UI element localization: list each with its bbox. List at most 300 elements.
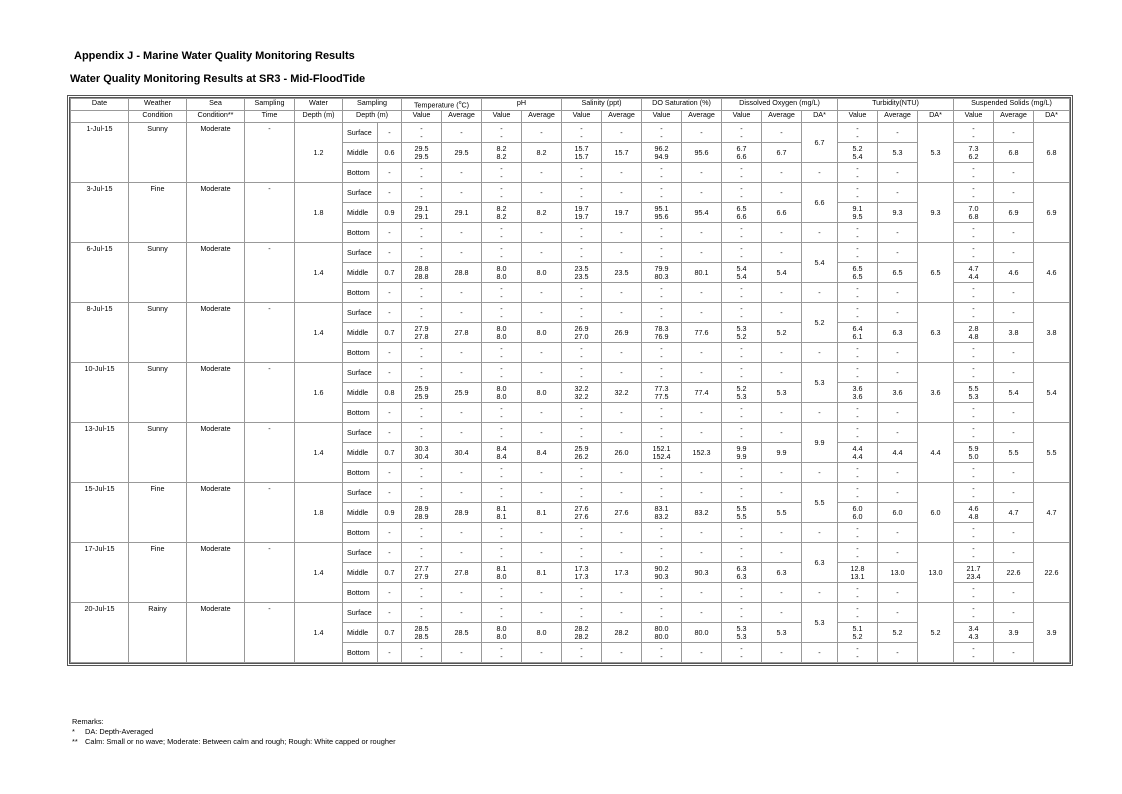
turbidity-depth-averaged: 5.2 — [918, 603, 954, 663]
cell-value: - — [740, 311, 743, 321]
cell-value: - — [740, 591, 743, 601]
level-surface: Surface — [343, 363, 378, 383]
turbidity-average: - — [878, 523, 918, 543]
turbidity-depth-averaged: 9.3 — [918, 183, 954, 243]
cell-value: - — [972, 403, 975, 413]
cell-value: - — [420, 411, 423, 421]
ph-average: 8.1 — [522, 503, 562, 523]
do-depth-averaged: - — [802, 283, 838, 303]
sea-condition-cell: Moderate — [187, 603, 245, 663]
cell-value: 29.5 — [414, 143, 429, 153]
salinity-value — [562, 303, 602, 323]
ph-average: - — [522, 603, 562, 623]
ph-value — [482, 543, 522, 563]
temperature-average: - — [442, 603, 482, 623]
do-value — [722, 623, 762, 643]
appendix-title: Appendix J - Marine Water Quality Monitoring Results — [74, 50, 355, 62]
cell-value: - — [856, 351, 859, 361]
do-value — [722, 323, 762, 343]
cell-value: 23.4 — [966, 571, 981, 581]
remark-text: DA: Depth-Averaged — [85, 727, 154, 736]
ss-average: - — [994, 343, 1034, 363]
salinity-value — [562, 183, 602, 203]
turbidity-average: - — [878, 543, 918, 563]
turbidity-average: - — [878, 363, 918, 383]
do-depth-averaged: 9.9 — [802, 423, 838, 463]
do-saturation-average: - — [682, 603, 722, 623]
do-value — [722, 603, 762, 623]
do-average: - — [762, 543, 802, 563]
header-sea-condition: Condition** — [187, 111, 245, 123]
ss-value — [954, 503, 994, 523]
header-turbidity: Turbidity(NTU) — [838, 99, 954, 111]
temperature-average: 29.1 — [442, 203, 482, 223]
cell-value: - — [856, 651, 859, 661]
results-table — [70, 98, 1070, 663]
cell-value: - — [740, 363, 743, 373]
sampling-depth-cell: - — [378, 543, 402, 563]
cell-value: - — [580, 163, 583, 173]
cell-value: - — [972, 351, 975, 361]
temperature-average: - — [442, 343, 482, 363]
turbidity-value — [838, 303, 878, 323]
cell-value: 96.2 — [654, 143, 669, 153]
turbidity-average: 6.5 — [878, 263, 918, 283]
turbidity-value — [838, 483, 878, 503]
temperature-value — [402, 163, 442, 183]
turbidity-depth-averaged: 6.3 — [918, 303, 954, 363]
ss-average: - — [994, 523, 1034, 543]
cell-value: - — [856, 251, 859, 261]
turbidity-value — [838, 543, 878, 563]
do-value — [722, 383, 762, 403]
ph-value — [482, 443, 522, 463]
sampling-depth-cell: - — [378, 483, 402, 503]
cell-value: - — [740, 163, 743, 173]
header-value: Value — [642, 111, 682, 123]
ss-average: - — [994, 283, 1034, 303]
cell-value: - — [660, 251, 663, 261]
ss-average: - — [994, 543, 1034, 563]
level-middle: Middle — [343, 503, 378, 523]
cell-value: - — [580, 343, 583, 353]
table-title: Water Quality Monitoring Results at SR3 - Mid-FloodTide — [70, 73, 366, 85]
do-saturation-value — [642, 443, 682, 463]
do-value — [722, 143, 762, 163]
header-sampling-depth: Sampling — [343, 99, 402, 111]
cell-value: - — [500, 543, 503, 553]
do-saturation-value — [642, 623, 682, 643]
temperature-average: - — [442, 403, 482, 423]
cell-value: - — [740, 423, 743, 433]
ss-average: - — [994, 163, 1034, 183]
cell-value: - — [500, 191, 503, 201]
temperature-average: - — [442, 283, 482, 303]
sampling-depth-cell: 0.7 — [378, 623, 402, 643]
cell-value: - — [580, 603, 583, 613]
header-average: Average — [442, 111, 482, 123]
cell-value: - — [972, 431, 975, 441]
temperature-average: - — [442, 223, 482, 243]
cell-value: 7.0 — [968, 203, 979, 213]
do-saturation-value — [642, 483, 682, 503]
salinity-average: - — [602, 583, 642, 603]
salinity-average: 27.6 — [602, 503, 642, 523]
cell-value: - — [420, 651, 423, 661]
temperature-average: - — [442, 583, 482, 603]
do-average: - — [762, 243, 802, 263]
cell-value: - — [420, 343, 423, 353]
cell-value: - — [420, 643, 423, 653]
cell-value: 79.9 — [654, 263, 669, 273]
cell-value: - — [972, 231, 975, 241]
cell-value: - — [856, 551, 859, 561]
cell-value: 27.7 — [414, 563, 429, 573]
salinity-average: - — [602, 423, 642, 443]
cell-value: - — [740, 531, 743, 541]
weather-cell: Sunny — [129, 123, 187, 183]
ss-average: 22.6 — [994, 563, 1034, 583]
cell-value: 28.2 — [574, 631, 589, 641]
cell-value: - — [660, 351, 663, 361]
cell-value: - — [580, 131, 583, 141]
sampling-depth-cell: - — [378, 603, 402, 623]
cell-value: - — [420, 303, 423, 313]
turbidity-value — [838, 223, 878, 243]
cell-value: - — [660, 371, 663, 381]
cell-value: - — [972, 551, 975, 561]
weather-cell: Sunny — [129, 303, 187, 363]
salinity-average: - — [602, 303, 642, 323]
turbidity-average: - — [878, 423, 918, 443]
ss-value — [954, 383, 994, 403]
cell-value: - — [580, 523, 583, 533]
do-value — [722, 243, 762, 263]
do-saturation-value — [642, 363, 682, 383]
cell-value: 28.8 — [414, 263, 429, 273]
cell-value: - — [420, 591, 423, 601]
cell-value: - — [660, 163, 663, 173]
ss-depth-averaged: 22.6 — [1034, 543, 1070, 603]
cell-value: 5.2 — [852, 631, 863, 641]
do-value — [722, 643, 762, 663]
ph-value — [482, 363, 522, 383]
header-value: Value — [954, 111, 994, 123]
cell-value: 32.2 — [574, 383, 589, 393]
cell-value: - — [580, 403, 583, 413]
header-value: Value — [722, 111, 762, 123]
cell-value: 6.8 — [968, 211, 979, 221]
water-depth-cell: 1.4 — [295, 603, 343, 663]
salinity-value — [562, 323, 602, 343]
cell-value: - — [972, 471, 975, 481]
ss-average: - — [994, 643, 1034, 663]
cell-value: - — [740, 223, 743, 233]
turbidity-average: - — [878, 463, 918, 483]
cell-value: - — [856, 543, 859, 553]
do-saturation-average: - — [682, 163, 722, 183]
cell-value: - — [740, 611, 743, 621]
cell-value: - — [740, 471, 743, 481]
cell-value: 4.7 — [968, 263, 979, 273]
ph-value — [482, 123, 522, 143]
date-cell: 13-Jul-15 — [71, 423, 129, 483]
turbidity-value — [838, 143, 878, 163]
cell-value: 6.0 — [852, 503, 863, 513]
cell-value: 8.4 — [496, 443, 507, 453]
cell-value: 77.5 — [654, 391, 669, 401]
remark-symbol: ** — [72, 737, 78, 746]
cell-value: - — [580, 191, 583, 201]
ph-value — [482, 143, 522, 163]
cell-value: - — [972, 411, 975, 421]
cell-value: - — [740, 131, 743, 141]
ph-average: - — [522, 343, 562, 363]
cell-value: - — [972, 371, 975, 381]
ss-value — [954, 583, 994, 603]
sampling-time-cell: - — [245, 543, 295, 603]
ss-depth-averaged: 4.7 — [1034, 483, 1070, 543]
salinity-average: 15.7 — [602, 143, 642, 163]
ss-value — [954, 203, 994, 223]
cell-value: - — [580, 411, 583, 421]
salinity-average: - — [602, 283, 642, 303]
cell-value: - — [500, 303, 503, 313]
cell-value: - — [500, 283, 503, 293]
temperature-value — [402, 403, 442, 423]
cell-value: 28.8 — [414, 271, 429, 281]
cell-value: - — [420, 371, 423, 381]
cell-value: 2.8 — [968, 323, 979, 333]
ph-average: 8.2 — [522, 143, 562, 163]
salinity-value — [562, 523, 602, 543]
remark-item — [72, 737, 396, 747]
cell-value: - — [660, 423, 663, 433]
header-sampling-depth-m: Depth (m) — [343, 111, 402, 123]
level-surface: Surface — [343, 123, 378, 143]
cell-value: - — [580, 223, 583, 233]
ph-value — [482, 603, 522, 623]
ph-value — [482, 163, 522, 183]
cell-value: 5.5 — [736, 503, 747, 513]
cell-value: - — [856, 343, 859, 353]
header-sea: Sea — [187, 99, 245, 111]
cell-value: - — [660, 463, 663, 473]
cell-value: - — [972, 131, 975, 141]
cell-value: - — [856, 643, 859, 653]
cell-value: - — [420, 311, 423, 321]
header-dissolved-oxygen: Dissolved Oxygen (mg/L) — [722, 99, 838, 111]
do-saturation-value — [642, 283, 682, 303]
ph-average: 8.0 — [522, 263, 562, 283]
cell-value: 17.3 — [574, 563, 589, 573]
salinity-average: 23.5 — [602, 263, 642, 283]
cell-value: 28.9 — [414, 511, 429, 521]
ss-value — [954, 523, 994, 543]
cell-value: - — [500, 483, 503, 493]
ss-depth-averaged: 5.4 — [1034, 363, 1070, 423]
cell-value: 8.1 — [496, 511, 507, 521]
cell-value: 4.8 — [968, 331, 979, 341]
cell-value: 6.6 — [736, 151, 747, 161]
ss-value — [954, 643, 994, 663]
do-depth-averaged: 5.3 — [802, 363, 838, 403]
do-depth-averaged: - — [802, 583, 838, 603]
sampling-depth-cell: - — [378, 303, 402, 323]
cell-value: - — [740, 403, 743, 413]
cell-value: - — [580, 351, 583, 361]
do-value — [722, 443, 762, 463]
ph-value — [482, 503, 522, 523]
ph-value — [482, 423, 522, 443]
cell-value: - — [972, 251, 975, 261]
cell-value: - — [660, 223, 663, 233]
do-saturation-average: - — [682, 543, 722, 563]
ph-value — [482, 563, 522, 583]
do-value — [722, 363, 762, 383]
cell-value: 6.2 — [968, 151, 979, 161]
ph-average: - — [522, 423, 562, 443]
cell-value: 83.1 — [654, 503, 669, 513]
do-depth-averaged: - — [802, 403, 838, 423]
ss-average: 6.9 — [994, 203, 1034, 223]
date-cell: 3-Jul-15 — [71, 183, 129, 243]
ss-average: - — [994, 423, 1034, 443]
sea-condition-cell: Moderate — [187, 543, 245, 603]
ss-value — [954, 343, 994, 363]
do-average: 5.2 — [762, 323, 802, 343]
level-middle: Middle — [343, 383, 378, 403]
cell-value: - — [660, 183, 663, 193]
ph-value — [482, 223, 522, 243]
cell-value: - — [580, 583, 583, 593]
cell-value: - — [420, 123, 423, 133]
do-saturation-value — [642, 463, 682, 483]
temperature-value — [402, 583, 442, 603]
ss-average: - — [994, 123, 1034, 143]
do-saturation-average: 152.3 — [682, 443, 722, 463]
do-saturation-average: - — [682, 343, 722, 363]
do-average: 5.5 — [762, 503, 802, 523]
temperature-average: 28.8 — [442, 263, 482, 283]
ph-average: 8.0 — [522, 383, 562, 403]
date-cell: 15-Jul-15 — [71, 483, 129, 543]
cell-value: - — [856, 611, 859, 621]
cell-value: - — [972, 171, 975, 181]
ph-average: - — [522, 523, 562, 543]
sampling-time-cell: - — [245, 423, 295, 483]
do-average: - — [762, 643, 802, 663]
cell-value: - — [420, 351, 423, 361]
ss-value — [954, 243, 994, 263]
level-surface: Surface — [343, 243, 378, 263]
turbidity-value — [838, 243, 878, 263]
sea-condition-cell: Moderate — [187, 123, 245, 183]
header-salinity: Salinity (ppt) — [562, 99, 642, 111]
salinity-average: - — [602, 603, 642, 623]
cell-value: 6.5 — [736, 203, 747, 213]
do-value — [722, 183, 762, 203]
turbidity-average: - — [878, 223, 918, 243]
do-saturation-average: - — [682, 403, 722, 423]
cell-value: - — [972, 651, 975, 661]
cell-value: - — [972, 463, 975, 473]
do-saturation-value — [642, 383, 682, 403]
cell-value: 8.2 — [496, 143, 507, 153]
do-value — [722, 123, 762, 143]
ss-average: 5.5 — [994, 443, 1034, 463]
cell-value: - — [580, 463, 583, 473]
cell-value: 8.0 — [496, 263, 507, 273]
cell-value: - — [580, 291, 583, 301]
sampling-depth-cell: 0.8 — [378, 383, 402, 403]
ss-average: - — [994, 363, 1034, 383]
do-saturation-average: 80.0 — [682, 623, 722, 643]
do-saturation-value — [642, 603, 682, 623]
cell-value: - — [500, 603, 503, 613]
cell-value: 4.8 — [968, 511, 979, 521]
ph-average: - — [522, 643, 562, 663]
cell-value: 6.5 — [852, 263, 863, 273]
salinity-average: - — [602, 343, 642, 363]
do-depth-averaged: 5.2 — [802, 303, 838, 343]
do-average: - — [762, 423, 802, 443]
do-average: - — [762, 523, 802, 543]
ph-value — [482, 483, 522, 503]
header-empty — [71, 111, 129, 123]
cell-value: - — [420, 471, 423, 481]
cell-value: 19.7 — [574, 203, 589, 213]
ph-average: - — [522, 123, 562, 143]
salinity-value — [562, 543, 602, 563]
cell-value: - — [660, 411, 663, 421]
sampling-depth-cell: 0.9 — [378, 203, 402, 223]
level-bottom: Bottom — [343, 343, 378, 363]
weather-cell: Sunny — [129, 423, 187, 483]
do-saturation-value — [642, 403, 682, 423]
do-average: - — [762, 463, 802, 483]
cell-value: - — [972, 191, 975, 201]
ph-average: 8.0 — [522, 323, 562, 343]
ss-average: - — [994, 303, 1034, 323]
header-average: Average — [522, 111, 562, 123]
turbidity-value — [838, 363, 878, 383]
do-value — [722, 303, 762, 323]
date-cell: 17-Jul-15 — [71, 543, 129, 603]
turbidity-average: - — [878, 123, 918, 143]
do-value — [722, 403, 762, 423]
cell-value: - — [660, 603, 663, 613]
cell-value: 29.1 — [414, 211, 429, 221]
do-saturation-value — [642, 543, 682, 563]
do-average: - — [762, 283, 802, 303]
sampling-depth-cell: 0.6 — [378, 143, 402, 163]
cell-value: - — [740, 483, 743, 493]
header-water: Water — [295, 99, 343, 111]
ph-average: - — [522, 183, 562, 203]
temperature-value — [402, 123, 442, 143]
cell-value: - — [660, 283, 663, 293]
do-saturation-value — [642, 243, 682, 263]
do-average: - — [762, 183, 802, 203]
cell-value: - — [660, 543, 663, 553]
turbidity-value — [838, 643, 878, 663]
temperature-value — [402, 263, 442, 283]
ph-value — [482, 523, 522, 543]
sampling-depth-cell: - — [378, 123, 402, 143]
cell-value: - — [856, 311, 859, 321]
cell-value: - — [500, 251, 503, 261]
